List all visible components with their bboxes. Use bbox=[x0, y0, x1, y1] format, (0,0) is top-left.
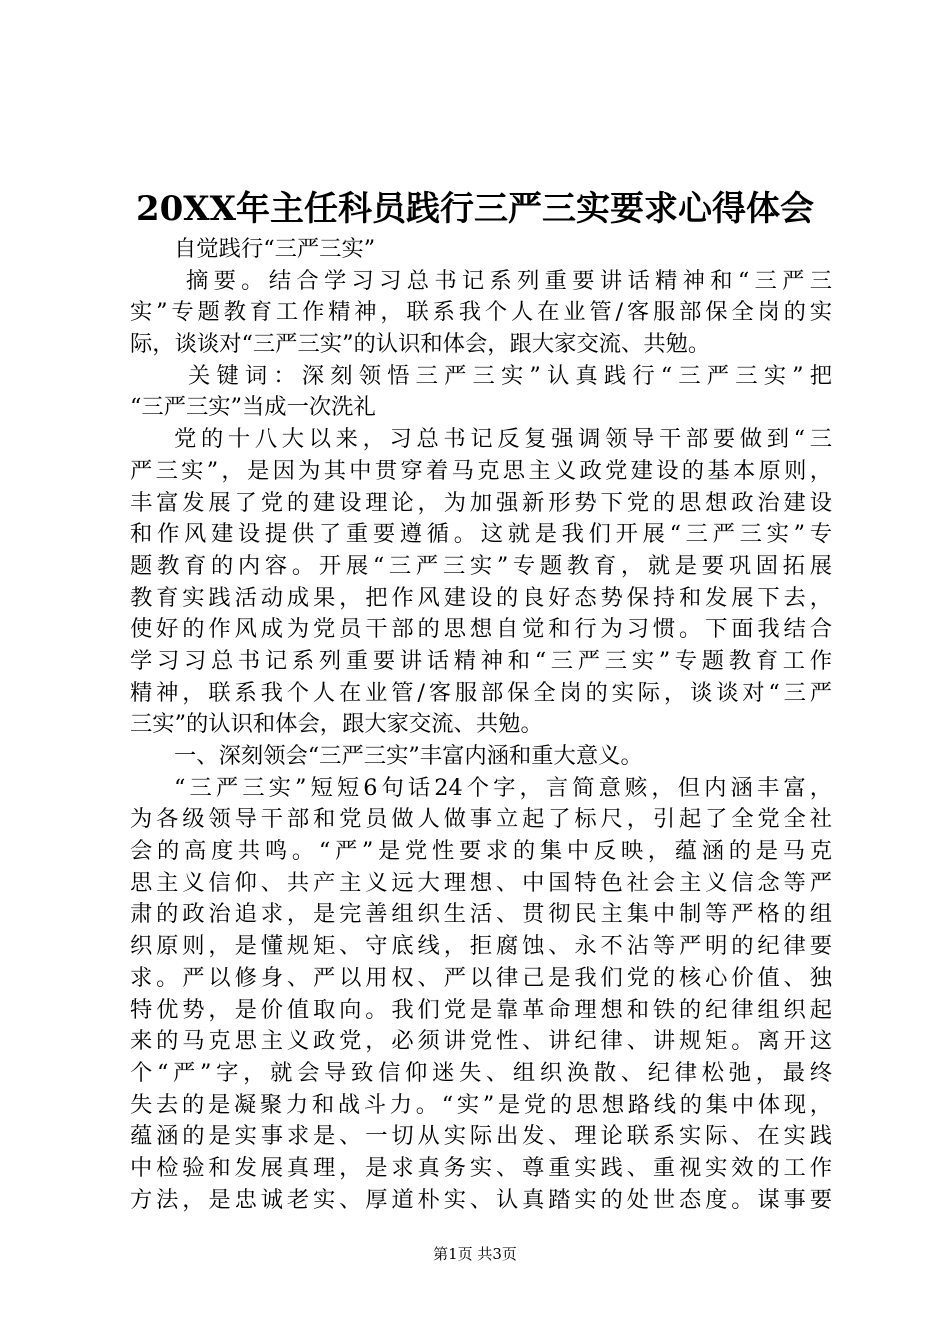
abstract-line: 摘要。结合学习习总书记系列重要讲话精神和“三严三 bbox=[186, 267, 832, 294]
paragraph-line: 织原则，是懂规矩、守底线，拒腐蚀、永不沾等严明的纪律要 bbox=[130, 933, 832, 960]
paragraph-line: 中检验和发展真理，是求真务实、尊重实践、重视实效的工作 bbox=[130, 1154, 832, 1181]
paragraph-line: 精神，联系我个人在业管/客服部保全岗的实际，谈谈对“三严 bbox=[130, 679, 832, 706]
paragraph-line: 失去的是凝聚力和战斗力。“实”是党的思想路线的集中体现， bbox=[130, 1091, 832, 1118]
paragraph-line: 为各级领导干部和党员做人做事立起了标尺，引起了全党全社 bbox=[130, 806, 832, 833]
paragraph-line: 严三实”，是因为其中贯穿着马克思主义政党建设的基本原则， bbox=[130, 457, 832, 484]
paragraph-line: 三实”的认识和体会，跟大家交流、共勉。 bbox=[130, 711, 543, 738]
paragraph-line: “三严三实”短短6句话24个字，言简意赅，但内涵丰富， bbox=[174, 774, 832, 801]
paragraph-line: 方法，是忠诚老实、厚道朴实、认真踏实的处世态度。谋事要 bbox=[130, 1186, 832, 1213]
paragraph-line: 丰富发展了党的建设理论，为加强新形势下党的思想政治建设 bbox=[130, 489, 832, 516]
paragraph-line: 会的高度共鸣。“严”是党性要求的集中反映，蕴涵的是马克 bbox=[130, 838, 832, 865]
document-body bbox=[130, 234, 832, 1216]
paragraph-line: 党的十八大以来，习总书记反复强调领导干部要做到“三 bbox=[174, 426, 832, 453]
keywords-line: “三严三实”当成一次洗礼 bbox=[130, 394, 376, 421]
paragraph-line: 来的马克思主义政党，必须讲党性、讲纪律、讲规矩。离开这 bbox=[130, 1028, 832, 1055]
paragraph-line: 题教育的内容。开展“三严三实”专题教育，就是要巩固拓展 bbox=[130, 552, 832, 579]
paragraph-line: 和作风建设提供了重要遵循。这就是我们开展“三严三实”专 bbox=[130, 521, 832, 548]
paragraph-line: 学习习总书记系列重要讲话精神和“三严三实”专题教育工作 bbox=[130, 647, 832, 674]
paragraph-line: 教育实践活动成果，把作风建设的良好态势保持和发展下去， bbox=[130, 584, 832, 611]
paragraph-line: 肃的政治追求，是完善组织生活、贯彻民主集中制等严格的组 bbox=[130, 901, 832, 928]
subtitle-line: 自觉践行“三严三实” bbox=[174, 236, 376, 262]
paragraph-line: 蕴涵的是实事求是、一切从实际出发、理论联系实际、在实践 bbox=[130, 1123, 832, 1150]
keywords-line: 关键词：深刻领悟三严三实”认真践行“三严三实”把 bbox=[188, 362, 832, 389]
paragraph-line: 使好的作风成为党员干部的思想自觉和行为习惯。下面我结合 bbox=[130, 616, 832, 643]
document-title: 20XX年主任科员践行三严三实要求心得体会 bbox=[135, 189, 815, 229]
paragraph-line: 特优势，是价值取向。我们党是靠革命理想和铁的纪律组织起 bbox=[130, 996, 832, 1023]
paragraph-line: 求。严以修身、严以用权、严以律己是我们党的核心价值、独 bbox=[130, 964, 832, 991]
abstract-line: 实”专题教育工作精神，联系我个人在业管/客服部保全岗的实 bbox=[130, 299, 832, 326]
paragraph-line: 个“严”字，就会导致信仰迷失、组织涣散、纪律松弛，最终 bbox=[130, 1059, 832, 1086]
paragraph-line: 思主义信仰、共产主义远大理想、中国特色社会主义信念等严 bbox=[130, 869, 832, 896]
page-footer: 第1页 共3页 bbox=[433, 1245, 517, 1263]
section-heading: 一、深刻领会“三严三实”丰富内涵和重大意义。 bbox=[174, 743, 643, 769]
abstract-line: 际，谈谈对“三严三实”的认识和体会，跟大家交流、共勉。 bbox=[130, 331, 711, 358]
